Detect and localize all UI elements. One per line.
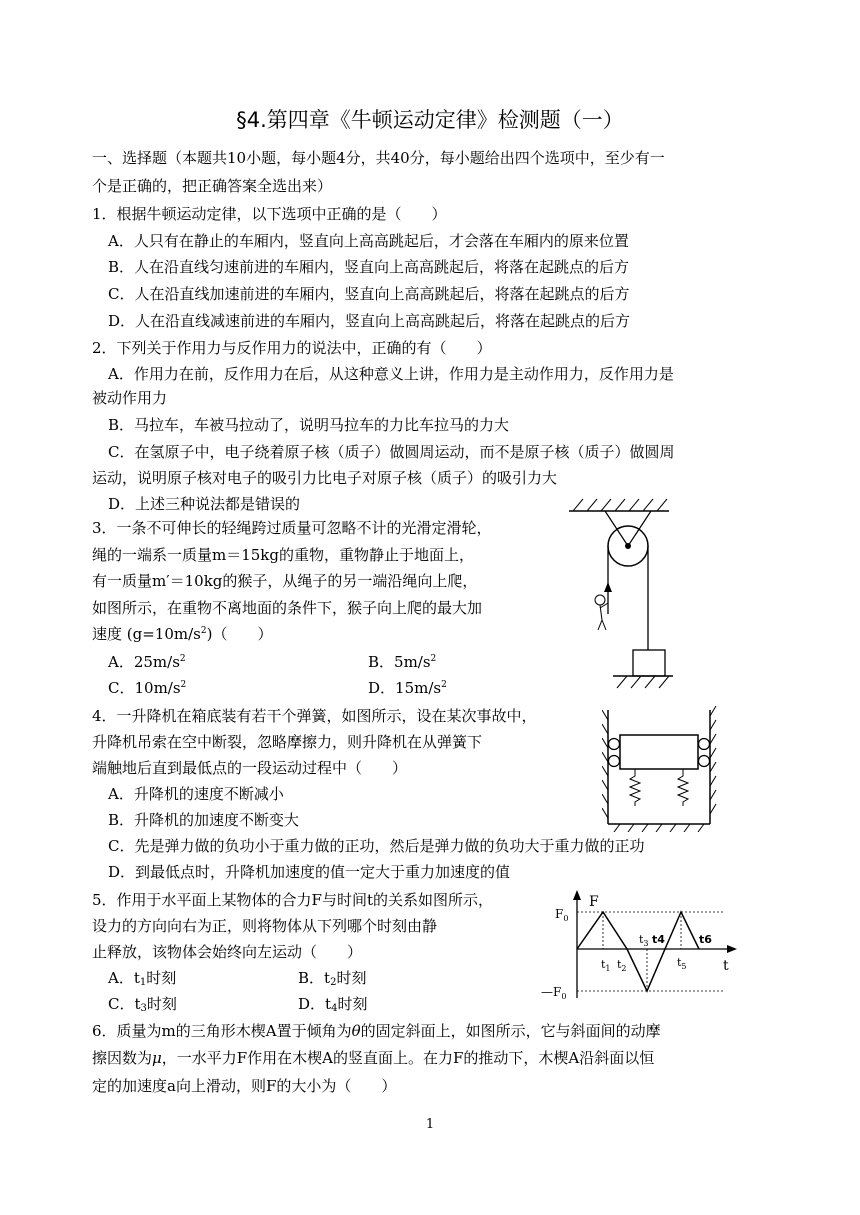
q2-option-a-line1: A．作用力在前，反作用力在后，从这种意义上讲，作用力是主动作用力，反作用力是 — [108, 365, 674, 383]
force-time-graph — [535, 888, 745, 1004]
graph-t2-label: $t_2$ — [617, 958, 627, 973]
theta-symbol: θ — [351, 1022, 361, 1040]
q4-option-c: C．先是弹力做的负功小于重力做的正功，然后是弹力做的负功大于重力做的正功 — [108, 837, 645, 855]
graph-x-label: t — [723, 958, 729, 974]
q3-line2: 绳的一端系一质量m＝15kg的重物，重物静止于地面上， — [92, 546, 475, 564]
q4-line1: 4．一升降机在箱底装有若干个弹簧，如图所示，设在某次事故中， — [92, 707, 537, 725]
graph-y-label: F — [589, 894, 599, 910]
graph-t6-label: t6 — [699, 933, 712, 946]
q3-option-c: C．$10m/s^2$ — [108, 679, 187, 697]
q5-option-c: C．$t_3$时刻 — [108, 995, 177, 1014]
q2-option-d: D．上述三种说法都是错误的 — [108, 495, 301, 513]
section-heading-line2: 个是正确的，把正确答案全选出来） — [92, 177, 333, 195]
graph-t1-label: $t_1$ — [601, 958, 611, 973]
x-axis-arrow-icon — [727, 945, 737, 953]
y-axis-arrow-icon — [573, 890, 581, 900]
graph-t4-label: t4 — [652, 933, 665, 946]
q2-option-c-line1: C．在氢原子中，电子绕着原子核（质子）做圆周运动，而不是原子核（质子）做圆周 — [108, 443, 675, 461]
page-title: §4.第四章《牛顿运动定律》检测题（一） — [236, 108, 624, 132]
q3-option-d: D．$15m/s^2$ — [368, 679, 447, 697]
q3-line5: 速度 $(g=10m/s^2)$（ ） — [92, 625, 273, 643]
q3-line3: 有一质量m′＝10kg的猴子，从绳子的另一端沿绳向上爬， — [92, 572, 478, 590]
q3-line1: 3．一条不可伸长的轻绳跨过质量可忽略不计的光滑定滑轮， — [92, 519, 492, 537]
q6-line3: 定的加速度a向上滑动，则F的大小为（ ） — [92, 1077, 397, 1095]
q4-line3: 端触地后直到最低点的一段运动过程中（ ） — [92, 759, 408, 777]
q1-stem: 1．根据牛顿运动定律，以下选项中正确的是（ ） — [92, 205, 447, 223]
q3-option-b: B．$5m/s^2$ — [368, 653, 437, 671]
q4-line2: 升降机吊索在空中断裂，忽略摩擦力，则升降机在从弹簧下 — [92, 733, 483, 751]
q2-option-a-line2: 被动作用力 — [92, 389, 168, 407]
q6-line1: 6．质量为m的三角形木楔A置于倾角为θ的固定斜面上，如图所示，它与斜面间的动摩 — [92, 1022, 661, 1040]
q3-option-a: A．$25m/s^2$ — [108, 653, 186, 671]
graph-neg-f0-label: $—F_0$ — [541, 985, 567, 1001]
q1-option-d: D．人在沿直线减速前进的车厢内，竖直向上高高跳起后，将落在起跳点的后方 — [108, 312, 631, 330]
q3-line4: 如图所示，在重物不离地面的条件下，猴子向上爬的最大加 — [92, 599, 483, 617]
q5-option-b: B．$t_2$时刻 — [298, 969, 367, 988]
q5-line3: 止释放，该物体会始终向左运动（ ） — [92, 943, 363, 961]
pulley-monkey-figure — [565, 494, 675, 694]
q5-option-a: A．$t_1$时刻 — [108, 969, 177, 988]
graph-t3-label: $t_3$ — [639, 933, 649, 948]
q2-stem: 2．下列关于作用力与反作用力的说法中，正确的有（ ） — [92, 339, 492, 357]
q1-option-a: A．人只有在静止的车厢内，竖直向上高高跳起后，才会落在车厢内的原来位置 — [108, 232, 629, 250]
graph-t5-label: $t_5$ — [677, 956, 687, 971]
q5-line2: 设力的方向向右为正，则将物体从下列哪个时刻由静 — [92, 917, 438, 935]
q2-option-c-line2: 运动，说明原子核对电子的吸引力比电子对原子核（质子）的吸引力大 — [92, 469, 558, 487]
q2-option-b: B．马拉车，车被马拉动了，说明马拉车的力比车拉马的力大 — [108, 416, 510, 434]
elevator-spring-figure — [602, 706, 718, 832]
q6-line2: 擦因数为μ，一水平力F作用在木楔A的竖直面上。在力F的推动下，木楔A沿斜面以恒 — [92, 1049, 655, 1067]
q5-option-d: D．$t_4$时刻 — [298, 995, 368, 1014]
graph-f0-label: $F_0$ — [555, 907, 569, 923]
q4-option-a: A．升降机的速度不断减小 — [108, 785, 284, 803]
mu-symbol: μ — [152, 1049, 162, 1067]
q1-option-c: C．人在沿直线加速前进的车厢内，竖直向上高高跳起后，将落在起跳点的后方 — [108, 285, 630, 303]
q4-option-d: D．到最低点时，升降机加速度的值一定大于重力加速度的值 — [108, 863, 511, 881]
q4-option-b: B．升降机的加速度不断变大 — [108, 811, 300, 829]
section-heading-line1: 一、选择题（本题共10小题，每小题4分，共40分，每小题给出四个选项中，至少有一 — [92, 149, 665, 167]
q1-option-b: B．人在沿直线匀速前进的车厢内，竖直向上高高跳起后，将落在起跳点的后方 — [108, 258, 630, 276]
q5-line1: 5．作用于水平面上某物体的合力F与时间t的关系如图所示， — [92, 891, 493, 909]
page-number: 1 — [425, 1117, 435, 1132]
